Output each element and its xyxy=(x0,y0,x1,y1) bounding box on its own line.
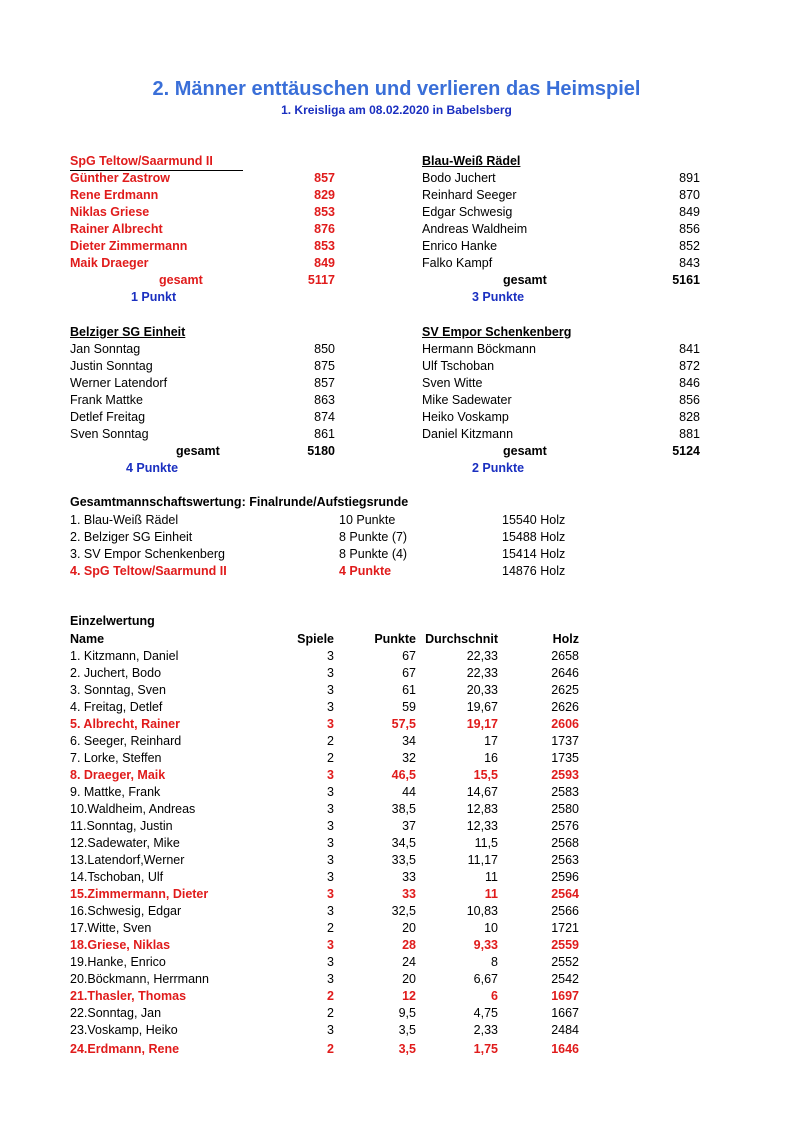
table-cell: 8 xyxy=(491,955,498,969)
player-score: 829 xyxy=(314,188,335,202)
player-row xyxy=(422,375,700,392)
player-score: 874 xyxy=(314,410,335,424)
team-name-label: SV Empor Schenkenberg xyxy=(422,325,572,339)
points-row xyxy=(70,460,335,477)
table-cell: 2646 xyxy=(551,666,579,680)
player-row xyxy=(422,358,700,375)
table-cell: 3 xyxy=(327,717,334,731)
table-cell: 2626 xyxy=(551,700,579,714)
player-score: 861 xyxy=(314,427,335,441)
standings-holz: 15414 Holz xyxy=(502,547,566,561)
player-score: 856 xyxy=(679,393,700,407)
table-cell: 61 xyxy=(402,683,416,697)
player-row xyxy=(422,170,700,187)
table-cell: 2593 xyxy=(551,768,579,782)
standings-holz: 14876 Holz xyxy=(502,564,566,578)
table-cell: 2 xyxy=(327,751,334,765)
table-row xyxy=(70,954,590,971)
table-cell: 16.Schwesig, Edgar xyxy=(70,904,182,918)
player-name: Günther Zastrow xyxy=(70,171,171,185)
table-cell: 5. Albrecht, Rainer xyxy=(70,717,180,731)
player-row xyxy=(422,426,700,443)
table-cell: 2576 xyxy=(551,819,579,833)
player-score: 846 xyxy=(679,376,700,390)
player-name: Reinhard Seeger xyxy=(422,188,517,202)
table-cell: 19,67 xyxy=(466,700,498,714)
table-cell: 2 xyxy=(327,921,334,935)
player-score: 857 xyxy=(314,171,335,185)
table-cell: 11 xyxy=(484,887,498,901)
player-row xyxy=(422,187,700,204)
standings-holz: 15488 Holz xyxy=(502,530,566,544)
table-cell: 24.Erdmann, Rene xyxy=(70,1042,180,1056)
table-cell: 24 xyxy=(402,955,416,969)
player-name: Jan Sonntag xyxy=(70,342,141,356)
table-cell: 10.Waldheim, Andreas xyxy=(70,802,196,816)
table-cell: 2 xyxy=(327,989,334,1003)
table-cell: 3 xyxy=(327,904,334,918)
table-cell: 2606 xyxy=(551,717,579,731)
player-row xyxy=(70,221,335,238)
player-row xyxy=(70,375,335,392)
standings-team: 3. SV Empor Schenkenberg xyxy=(70,547,225,561)
table-cell: 32 xyxy=(402,751,416,765)
table-cell: 23.Voskamp, Heiko xyxy=(70,1023,178,1037)
table-cell: 20 xyxy=(402,921,416,935)
table-cell: 3,5 xyxy=(398,1023,416,1037)
points-label: 4 Punkte xyxy=(126,461,179,475)
player-row xyxy=(70,426,335,443)
table-row xyxy=(70,767,590,784)
table-row xyxy=(70,1041,590,1058)
table-cell: 6,67 xyxy=(473,972,498,986)
table-cell: 2583 xyxy=(551,785,579,799)
player-name: Daniel Kitzmann xyxy=(422,427,514,441)
table-cell: 3,5 xyxy=(398,1042,416,1056)
table-row xyxy=(70,1022,590,1039)
team-name-label: SpG Teltow/Saarmund II xyxy=(70,154,213,168)
player-score: 857 xyxy=(314,376,335,390)
player-row xyxy=(422,221,700,238)
table-row xyxy=(70,716,590,733)
total-value: 5161 xyxy=(672,273,700,287)
standings-row xyxy=(70,529,590,546)
table-cell: 16 xyxy=(484,751,498,765)
table-cell: 10 xyxy=(484,921,498,935)
table-cell: 2 xyxy=(327,1042,334,1056)
table-cell: 2563 xyxy=(551,853,579,867)
team-name xyxy=(70,153,335,170)
player-row xyxy=(70,358,335,375)
player-row xyxy=(422,238,700,255)
table-cell: 7. Lorke, Steffen xyxy=(70,751,162,765)
player-name: Justin Sonntag xyxy=(70,359,153,373)
total-row xyxy=(70,272,335,289)
standings-team: 4. SpG Teltow/Saarmund II xyxy=(70,564,227,578)
player-name: Ulf Tschoban xyxy=(422,359,495,373)
table-row xyxy=(70,784,590,801)
table-row xyxy=(70,835,590,852)
table-cell: 12,83 xyxy=(466,802,498,816)
table-row xyxy=(70,988,590,1005)
table-cell: 3 xyxy=(327,870,334,884)
individual-header xyxy=(70,631,590,648)
table-row xyxy=(70,920,590,937)
table-cell: 2542 xyxy=(551,972,579,986)
player-name: Hermann Böckmann xyxy=(422,342,536,356)
table-cell: 17.Witte, Sven xyxy=(70,921,152,935)
player-row xyxy=(422,341,700,358)
player-name: Falko Kampf xyxy=(422,256,493,270)
table-cell: 19,17 xyxy=(466,717,498,731)
player-name: Enrico Hanke xyxy=(422,239,498,253)
player-name: Werner Latendorf xyxy=(70,376,168,390)
table-cell: 8. Draeger, Maik xyxy=(70,768,166,782)
standings-points: 10 Punkte xyxy=(339,513,396,527)
player-row xyxy=(70,187,335,204)
table-cell: 10,83 xyxy=(466,904,498,918)
table-cell: 28 xyxy=(402,938,416,952)
table-cell: 3. Sonntag, Sven xyxy=(70,683,166,697)
total-row xyxy=(422,272,700,289)
table-cell: 3 xyxy=(327,938,334,952)
table-cell: 13.Latendorf,Werner xyxy=(70,853,185,867)
table-cell: 9,33 xyxy=(473,938,498,952)
player-name: Detlef Freitag xyxy=(70,410,146,424)
standings-points: 8 Punkte (4) xyxy=(339,547,408,561)
table-row xyxy=(70,665,590,682)
points-row xyxy=(422,460,687,477)
standings-points: 4 Punkte xyxy=(339,564,392,578)
table-cell: 9. Mattke, Frank xyxy=(70,785,161,799)
table-cell: 12 xyxy=(402,989,416,1003)
player-score: 852 xyxy=(679,239,700,253)
column-header: Durchschnit xyxy=(425,632,498,646)
total-label: gesamt xyxy=(503,273,547,287)
player-name: Rene Erdmann xyxy=(70,188,159,202)
points-row xyxy=(70,289,335,306)
points-label: 2 Punkte xyxy=(472,461,525,475)
player-name: Sven Witte xyxy=(422,376,483,390)
team-name-label: Belziger SG Einheit xyxy=(70,325,186,339)
table-cell: 33,5 xyxy=(391,853,416,867)
player-name: Heiko Voskamp xyxy=(422,410,509,424)
player-row xyxy=(422,204,700,221)
player-name: Sven Sonntag xyxy=(70,427,149,441)
player-score: 881 xyxy=(679,427,700,441)
player-score: 849 xyxy=(679,205,700,219)
player-name: Andreas Waldheim xyxy=(422,222,528,236)
column-header: Holz xyxy=(552,632,579,646)
player-name: Frank Mattke xyxy=(70,393,143,407)
table-cell: 4,75 xyxy=(473,1006,498,1020)
table-cell: 1667 xyxy=(551,1006,579,1020)
table-cell: 34,5 xyxy=(391,836,416,850)
table-cell: 2,33 xyxy=(473,1023,498,1037)
table-cell: 3 xyxy=(327,802,334,816)
table-cell: 2 xyxy=(327,734,334,748)
table-cell: 1735 xyxy=(551,751,579,765)
table-cell: 3 xyxy=(327,666,334,680)
column-header: Name xyxy=(70,632,105,646)
table-cell: 2559 xyxy=(551,938,579,952)
table-cell: 67 xyxy=(402,649,416,663)
table-cell: 22.Sonntag, Jan xyxy=(70,1006,162,1020)
table-cell: 3 xyxy=(327,649,334,663)
table-cell: 3 xyxy=(327,1023,334,1037)
table-cell: 18.Griese, Niklas xyxy=(70,938,171,952)
table-cell: 19.Hanke, Enrico xyxy=(70,955,166,969)
table-cell: 20,33 xyxy=(466,683,498,697)
player-score: 853 xyxy=(314,239,335,253)
table-row xyxy=(70,937,590,954)
player-name: Bodo Juchert xyxy=(422,171,496,185)
total-label: gesamt xyxy=(159,273,203,287)
table-cell: 1721 xyxy=(551,921,579,935)
table-cell: 32,5 xyxy=(391,904,416,918)
table-cell: 3 xyxy=(327,887,334,901)
player-score: 841 xyxy=(679,342,700,356)
table-cell: 20.Böckmann, Herrmann xyxy=(70,972,209,986)
table-row xyxy=(70,648,590,665)
table-cell: 2 xyxy=(327,1006,334,1020)
table-row xyxy=(70,1005,590,1022)
standings-row xyxy=(70,563,590,580)
table-cell: 11.Sonntag, Justin xyxy=(70,819,173,833)
table-cell: 37 xyxy=(402,819,416,833)
table-cell: 21.Thasler, Thomas xyxy=(70,989,187,1003)
standings-row xyxy=(70,546,590,563)
points-label: 1 Punkt xyxy=(131,290,177,304)
standings-points: 8 Punkte (7) xyxy=(339,530,408,544)
standings-title: Gesamtmannschaftswertung: Finalrunde/Aufstiegsrunde xyxy=(70,495,409,509)
divider xyxy=(70,170,243,171)
points-label: 3 Punkte xyxy=(472,290,525,304)
table-cell: 3 xyxy=(327,683,334,697)
table-cell: 9,5 xyxy=(398,1006,416,1020)
player-row xyxy=(422,409,700,426)
table-cell: 33 xyxy=(402,870,416,884)
table-cell: 6 xyxy=(491,989,498,1003)
table-cell: 3 xyxy=(327,768,334,782)
player-score: 876 xyxy=(314,222,335,236)
player-row xyxy=(70,392,335,409)
table-cell: 20 xyxy=(402,972,416,986)
player-name: Mike Sadewater xyxy=(422,393,512,407)
table-cell: 6. Seeger, Reinhard xyxy=(70,734,182,748)
player-row xyxy=(70,238,335,255)
player-row xyxy=(422,255,700,272)
table-row xyxy=(70,750,590,767)
table-cell: 2625 xyxy=(551,683,579,697)
standings-holz: 15540 Holz xyxy=(502,513,566,527)
individual-title: Einzelwertung xyxy=(70,614,155,628)
table-cell: 12.Sadewater, Mike xyxy=(70,836,180,850)
player-score: 856 xyxy=(679,222,700,236)
table-row xyxy=(70,886,590,903)
table-cell: 3 xyxy=(327,785,334,799)
player-name: Rainer Albrecht xyxy=(70,222,163,236)
table-row xyxy=(70,971,590,988)
table-row xyxy=(70,852,590,869)
table-cell: 1,75 xyxy=(473,1042,498,1056)
table-cell: 14,67 xyxy=(466,785,498,799)
player-name: Dieter Zimmermann xyxy=(70,239,188,253)
table-cell: 3 xyxy=(327,819,334,833)
player-score: 843 xyxy=(679,256,700,270)
table-row xyxy=(70,682,590,699)
table-cell: 3 xyxy=(327,853,334,867)
table-cell: 3 xyxy=(327,972,334,986)
table-row xyxy=(70,801,590,818)
table-cell: 3 xyxy=(327,955,334,969)
table-cell: 11,17 xyxy=(467,853,498,867)
table-cell: 3 xyxy=(327,836,334,850)
table-cell: 2580 xyxy=(551,802,579,816)
total-row xyxy=(70,443,335,460)
total-label: gesamt xyxy=(176,444,220,458)
player-row xyxy=(70,255,335,272)
total-label: gesamt xyxy=(503,444,547,458)
total-value: 5180 xyxy=(307,444,335,458)
table-cell: 11 xyxy=(485,870,498,884)
table-cell: 14.Tschoban, Ulf xyxy=(70,870,164,884)
table-cell: 34 xyxy=(402,734,416,748)
table-cell: 17 xyxy=(484,734,498,748)
player-score: 850 xyxy=(314,342,335,356)
points-row xyxy=(422,289,687,306)
standings-team: 1. Blau-Weiß Rädel xyxy=(70,513,179,527)
table-cell: 2. Juchert, Bodo xyxy=(70,666,162,680)
table-cell: 1697 xyxy=(551,989,579,1003)
player-name: Maik Draeger xyxy=(70,256,149,270)
table-cell: 57,5 xyxy=(391,717,416,731)
total-row xyxy=(422,443,700,460)
player-row xyxy=(422,392,700,409)
table-row xyxy=(70,699,590,716)
player-score: 863 xyxy=(314,393,335,407)
column-header: Spiele xyxy=(297,632,334,646)
player-name: Edgar Schwesig xyxy=(422,205,513,219)
total-value: 5124 xyxy=(672,444,700,458)
table-row xyxy=(70,903,590,920)
team-name xyxy=(422,324,700,341)
player-row xyxy=(70,170,335,187)
table-cell: 2566 xyxy=(551,904,579,918)
table-cell: 2596 xyxy=(551,870,579,884)
team-name xyxy=(422,153,700,170)
table-cell: 67 xyxy=(402,666,416,680)
player-score: 849 xyxy=(314,256,335,270)
column-header: Punkte xyxy=(374,632,416,646)
table-cell: 11,5 xyxy=(474,836,498,850)
page-title: 2. Männer enttäuschen und verlieren das Heimspiel xyxy=(152,78,641,100)
standings-team: 2. Belziger SG Einheit xyxy=(70,530,193,544)
table-cell: 46,5 xyxy=(391,768,416,782)
player-row xyxy=(70,409,335,426)
table-cell: 2568 xyxy=(551,836,579,850)
table-cell: 2564 xyxy=(551,887,579,901)
player-name: Niklas Griese xyxy=(70,205,150,219)
player-score: 872 xyxy=(679,359,700,373)
table-row xyxy=(70,733,590,750)
page-subtitle: 1. Kreisliga am 08.02.2020 in Babelsberg xyxy=(281,103,512,117)
table-cell: 1. Kitzmann, Daniel xyxy=(70,649,179,663)
table-cell: 12,33 xyxy=(466,819,498,833)
table-cell: 59 xyxy=(402,700,416,714)
player-score: 828 xyxy=(679,410,700,424)
player-row xyxy=(70,204,335,221)
table-cell: 15.Zimmermann, Dieter xyxy=(70,887,209,901)
table-cell: 2552 xyxy=(551,955,579,969)
table-row xyxy=(70,869,590,886)
table-cell: 1646 xyxy=(551,1042,579,1056)
player-score: 875 xyxy=(314,359,335,373)
team-name-label: Blau-Weiß Rädel xyxy=(422,154,521,168)
table-cell: 22,33 xyxy=(466,649,498,663)
table-cell: 15,5 xyxy=(473,768,498,782)
table-cell: 33 xyxy=(402,887,416,901)
table-cell: 38,5 xyxy=(391,802,416,816)
standings-row xyxy=(70,512,590,529)
table-cell: 4. Freitag, Detlef xyxy=(70,700,163,714)
table-cell: 2658 xyxy=(551,649,579,663)
player-score: 870 xyxy=(679,188,700,202)
table-cell: 1737 xyxy=(551,734,579,748)
table-cell: 44 xyxy=(402,785,416,799)
table-cell: 3 xyxy=(327,700,334,714)
team-name xyxy=(70,324,335,341)
player-score: 853 xyxy=(314,205,335,219)
player-row xyxy=(70,341,335,358)
table-cell: 2484 xyxy=(551,1023,579,1037)
table-cell: 22,33 xyxy=(466,666,498,680)
table-row xyxy=(70,818,590,835)
player-score: 891 xyxy=(679,171,700,185)
total-value: 5117 xyxy=(307,273,335,287)
